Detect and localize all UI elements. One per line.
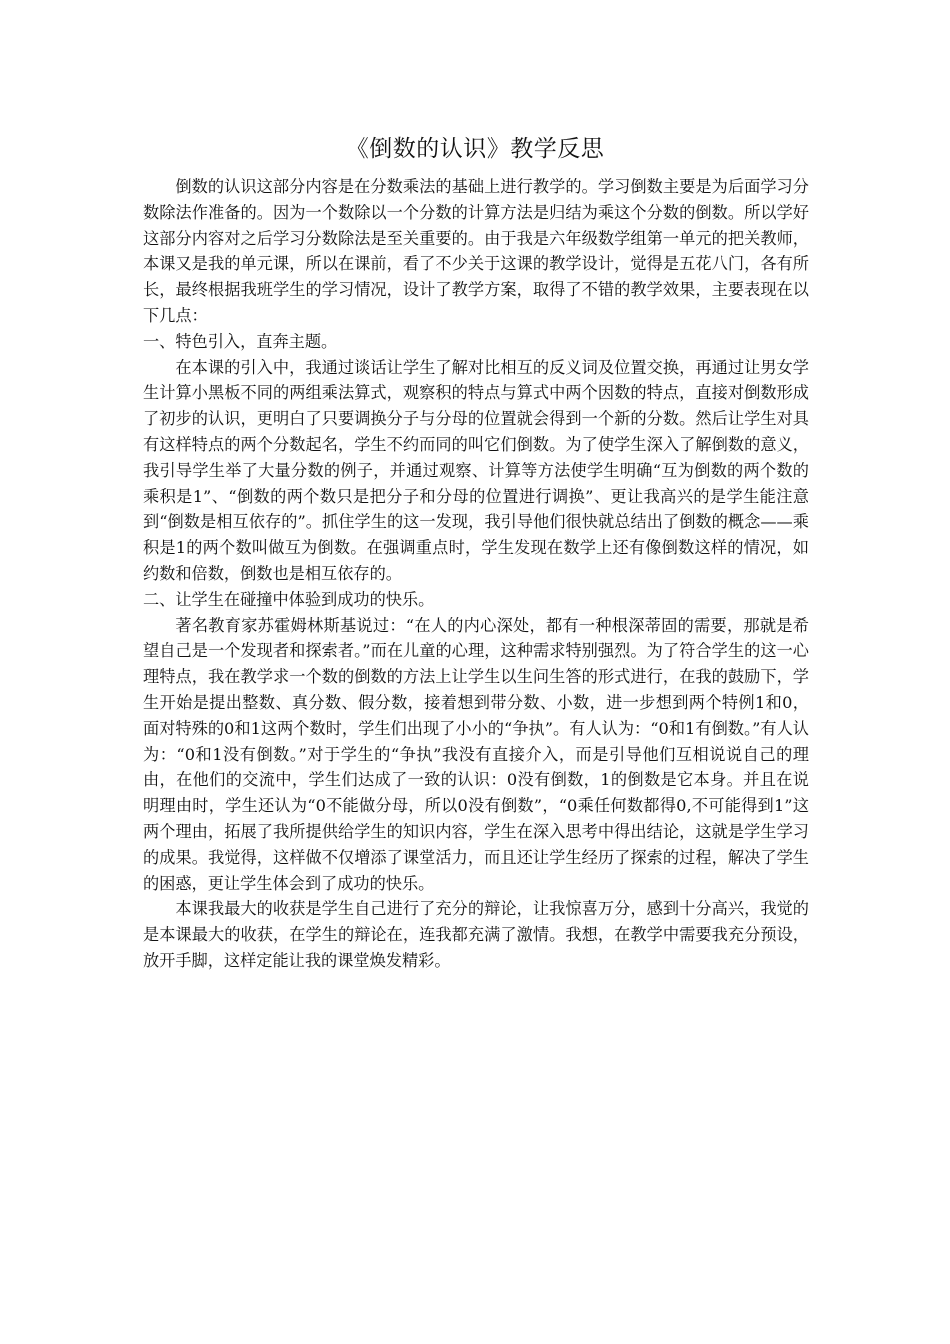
document-body	[143, 174, 809, 974]
paragraph-section-1: 在本课的引入中，我通过谈话让学生了解对比相互的反义词及位置交换，再通过让男女学生计算小黑板不同的两组乘法算式，观察积的特点与算式中两个因数的特点，直接对倒数形成了初步的认识，更明白了只要调换分子与分母的位置就会得到一个新的分数。然后让学生对具有这样特点的两个分数起名，学生不约而同的叫它们倒数。为了使学生深入了解倒数的意义，我引导学生举了大量分数的例子，并通过观察、计算等方法使学生明确“互为倒数的两个数的乘积是1”、“倒数的两个数只是把分子和分母的位置进行调换”、更让我高兴的是学生能注意到“倒数是相互依存的”。抓住学生的这一发现，我引导他们很快就总结出了倒数的概念——乘积是1的两个数叫做互为倒数。在强调重点时，学生发现在数学上还有像倒数这样的情况，如约数和倍数，倒数也是相互依存的。	[143, 357, 809, 583]
paragraph-section-2: 著名教育家苏霍姆林斯基说过：“在人的内心深处，都有一种根深蒂固的需要，那就是希望自己是一个发现者和探索者。”而在儿童的心理，这种需求特别强烈。为了符合学生的这一心理特点，我在教学求一个数的倒数的方法上让学生以生问生答的形式进行，在我的鼓励下，学生开始是提出整数、真分数、假分数，接着想到带分数、小数，进一步想到两个特例1和0， 面对特殊的0和1这两个数时，学生们出现了小小的“争执”。有人认为：“0和1有倒数。”有人认为：“0和1没有倒数。”对于学生的“争执”我没有直接介入，而是引导他们互相说说自己的理由，在他们的交流中，学生们达成了一致的认识：0没有倒数，1的倒数是它本身。并且在说明理由时，学生还认为“0不能做分母，所以0没有倒数”，“0乘任何数都得0,不可能得到1”这两个理由，拓展了我所提供给学生的知识内容，学生在深入思考中得出结论，这就是学生学习的成果。我觉得，这样做不仅增添了课堂活力，而且还让学生经历了探索的过程，解决了学生的困惑，更让学生体会到了成功的快乐。	[143, 615, 809, 893]
document-title: 《倒数的认识》教学反思	[345, 136, 605, 162]
section-heading-1: 一、特色引入，直奔主题。	[143, 331, 338, 351]
section-heading-2: 二、让学生在碰撞中体验到成功的快乐。	[143, 589, 435, 609]
paragraph-intro: 倒数的认识这部分内容是在分数乘法的基础上进行教学的。学习倒数主要是为后面学习分数除法作准备的。因为一个数除以一个分数的计算方法是归结为乘这个分数的倒数。所以学好这部分内容对之后学习分数除法是至关重要的。由于我是六年级数学组第一单元的把关教师，本课又是我的单元课，所以在课前，看了不少关于这课的教学设计，觉得是五花八门，各有所长，最终根据我班学生的学习情况，设计了教学方案，取得了不错的教学效果，主要表现在以下几点：	[143, 177, 809, 325]
paragraph-conclusion: 本课我最大的收获是学生自己进行了充分的辩论，让我惊喜万分，感到十分高兴，我觉的是本课最大的收获，在学生的辩论在，连我都充满了激情。我想，在教学中需要我充分预设，放开手脚，这样定能让我的课堂焕发精彩。	[143, 899, 809, 970]
